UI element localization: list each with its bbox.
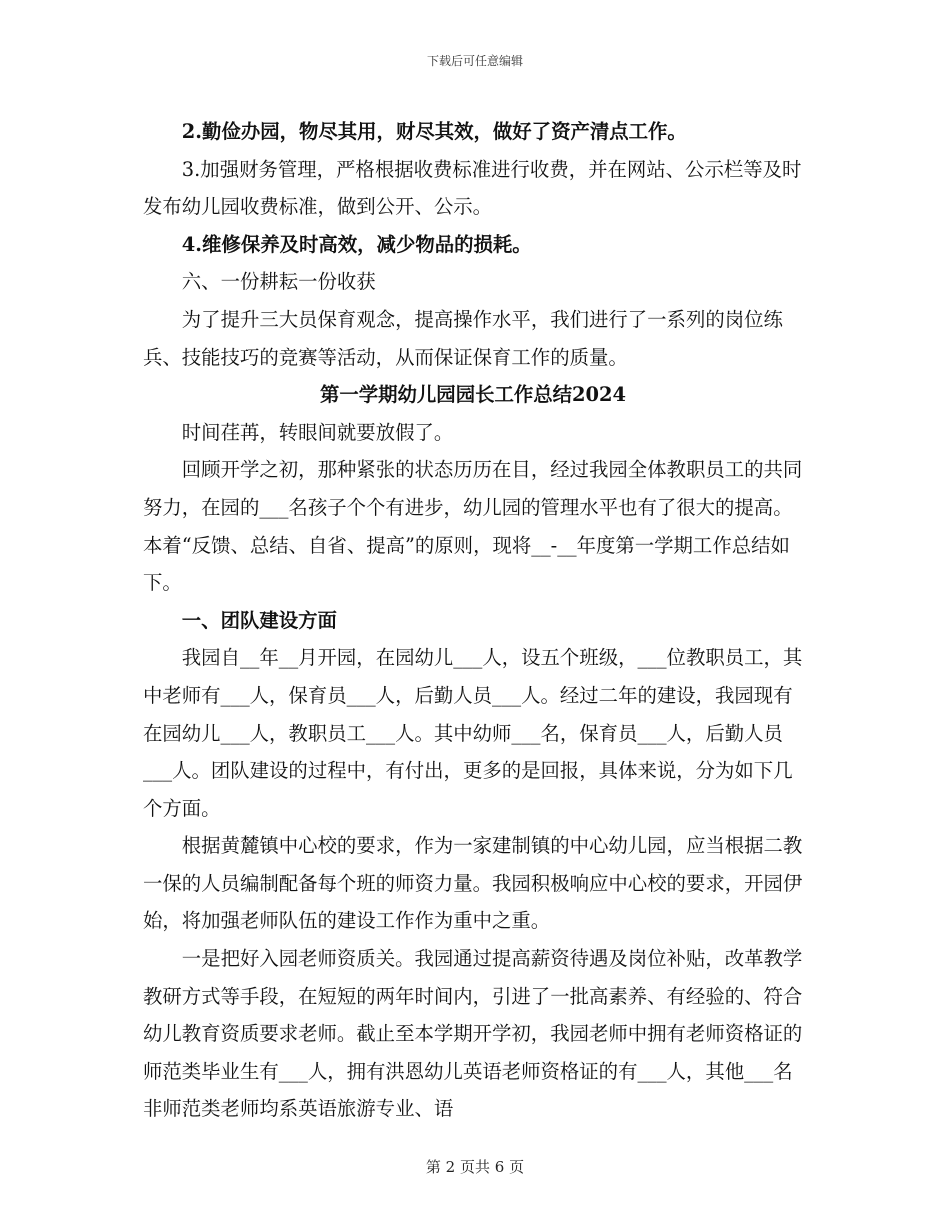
paragraph-care-training: 为了提升三大员保育观念，提高操作水平，我们进行了一系列的岗位练兵、技能技巧的竞赛等活动，从而保证保育工作的质量。 <box>143 307 783 369</box>
page-header: 下载后可任意编辑 <box>426 54 523 68</box>
paragraph-qualification: 一是把好入园老师资质关。我园通过提高薪资待遇及岗位补贴，改革教学教研方式等手段，在短短的两年时间内，引进了一批高素养、有经验的、符合幼儿教育资质要求老师。截止至本学期开学初，我园老师中拥有老师资格证的师范类毕业生有___人，拥有洪恩幼儿英语老师资格证的有___人，其他___名非师范类老师均系英语旅游专业、语 <box>143 947 803 1121</box>
paragraph-staff-stats: 我园自__年__月开园，在园幼儿___人，设五个班级，___位教职员工，其中老师有___人，保育员___人，后勤人员___人。经过二年的建设，我园现有在园幼儿___人，教职员工___人。其中幼师___名，保育员___人，后勤人员___人。团队建设的过程中，有付出，更多的是回报，具体来说，分为如下几个方面。 <box>143 646 803 820</box>
paragraph-thrift: 2.勤俭办园，物尽其用，财尽其效，做好了资产清点工作。 <box>181 120 687 143</box>
document-title: 第一学期幼儿园园长工作总结2024 <box>319 383 627 407</box>
section-heading-six: 六、一份耕耘一份收获 <box>181 270 376 294</box>
document-body <box>143 113 803 1128</box>
paragraph-maintenance: 4.维修保养及时高效，减少物品的损耗。 <box>181 232 532 256</box>
paragraph-requirements: 根据黄麓镇中心校的要求，作为一家建制镇的中心幼儿园，应当根据二教一保的人员编制配备每个班的师资力量。我园积极响应中心校的要求，开园伊始，将加强老师队伍的建设工作作为重中之重。 <box>143 834 803 933</box>
paragraph-time: 时间荏苒，转眼间就要放假了。 <box>181 420 454 444</box>
paragraph-finance: 3.加强财务管理，严格根据收费标准进行收费，并在网站、公示栏等及时发布幼儿园收费标准，做到公开、公示。 <box>143 157 802 219</box>
paragraph-review: 回顾开学之初，那种紧张的状态历历在目，经过我园全体教职员工的共同努力，在园的___名孩子个个有进步，幼儿园的管理水平也有了很大的提高。本着“反馈、总结、自省、提高”的原则，现将__-__年度第一学期工作总结如下。 <box>143 458 803 595</box>
section-heading-team: 一、团队建设方面 <box>181 608 337 632</box>
page-footer: 第 2 页共 6 页 <box>425 1158 525 1176</box>
